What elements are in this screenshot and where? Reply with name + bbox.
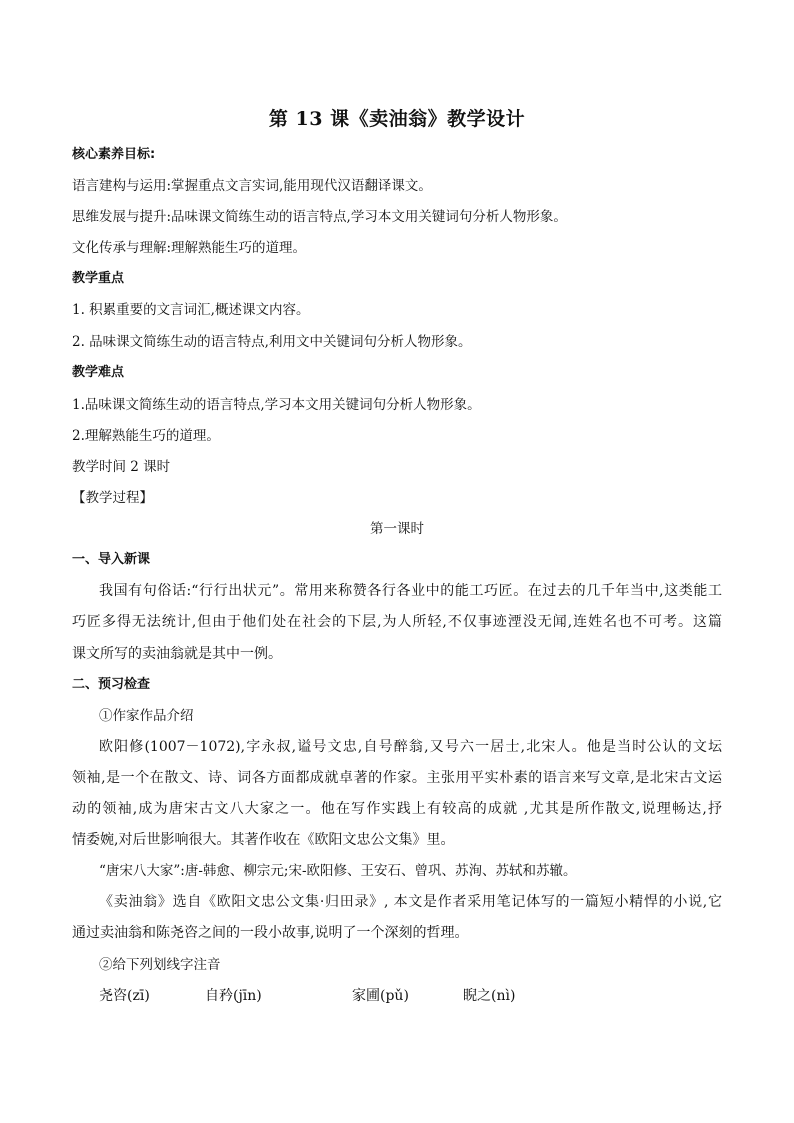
document-title: 第 13 课《卖油翁》教学设计: [268, 108, 526, 130]
paragraph-line: 课文所写的卖油翁就是其中一例。: [72, 646, 282, 662]
lesson-label: 第一课时: [370, 521, 424, 537]
key-point-item: 2. 品味课文简练生动的语言特点,利用文中关键词句分析人物形象。: [72, 334, 472, 350]
core-goal-item: 思维发展与提升:品味课文简练生动的语言特点,学习本文用关键词句分析人物形象。: [72, 209, 567, 225]
paragraph-line: 领袖,是一个在散文、诗、词各方面都成就卓著的作家。主张用平实朴素的语言来写文章,是北宋古文运: [72, 770, 722, 786]
pinyin-item: 自矜(jīn): [205, 988, 262, 1004]
core-goal-item: 语言建构与运用:掌握重点文言实词,能用现代汉语翻译课文。: [72, 178, 432, 194]
core-goal-item: 文化传承与理解:理解熟能生巧的道理。: [72, 240, 307, 256]
paragraph-line: 通过卖油翁和陈尧咨之间的一段小故事,说明了一个深刻的哲理。: [72, 925, 469, 941]
paragraph-line: 我国有句俗话:“行行出状元”。常用来称赞各行各业中的能工巧匠。在过去的几千年当中,这类能工: [99, 583, 722, 599]
section-heading: 一、导入新课: [72, 552, 151, 567]
difficulties-heading: 教学难点: [72, 365, 125, 380]
paragraph-line: 《卖油翁》选自《欧阳文忠公文集·归田录》, 本文是作者采用笔记体写的一篇短小精悍的小说,它: [99, 894, 722, 910]
subsection-heading: ②给下列划线字注音: [99, 957, 221, 973]
subsection-heading: ①作家作品介绍: [99, 708, 194, 724]
paragraph-line: 动的领袖,成为唐宋古文八大家之一。他在写作实践上有较高的成就 ,尤其是所作散文,说理畅达,抒: [72, 801, 722, 817]
eight-masters-note: “唐宋八大家”:唐-韩愈、柳宗元;宋-欧阳修、王安石、曾巩、苏洵、苏轼和苏辙。: [99, 863, 577, 879]
key-point-item: 1. 积累重要的文言词汇,概述课文内容。: [72, 302, 310, 318]
difficulty-item: 2.理解熟能生巧的道理。: [72, 428, 220, 444]
pinyin-item: 尧咨(zī): [99, 988, 150, 1004]
key-points-heading: 教学重点: [72, 271, 125, 286]
pinyin-item: 睨之(nì): [463, 988, 516, 1004]
paragraph-line: 巧匠多得无法统计,但由于他们处在社会的下层,为人所轻,不仅事迹湮没无闻,连姓名也不可考。这篇: [72, 614, 722, 630]
paragraph-line: 欧阳修(1007－1072),字永叔,谥号文忠,自号醉翁,又号六一居士,北宋人。他是当时公认的文坛: [99, 739, 722, 755]
difficulty-item: 1.品味课文简练生动的语言特点,学习本文用关键词句分析人物形象。: [72, 397, 481, 413]
teaching-time: 教学时间 2 课时: [72, 459, 171, 475]
process-heading: 【教学过程】: [72, 490, 153, 506]
core-goals-heading: 核心素养目标:: [72, 147, 156, 162]
paragraph-line: 情委婉,对后世影响很大。其著作收在《欧阳文忠公文集》里。: [72, 832, 455, 848]
section-heading: 二、预习检查: [72, 677, 151, 692]
pinyin-item: 家圃(pǔ): [352, 988, 409, 1004]
